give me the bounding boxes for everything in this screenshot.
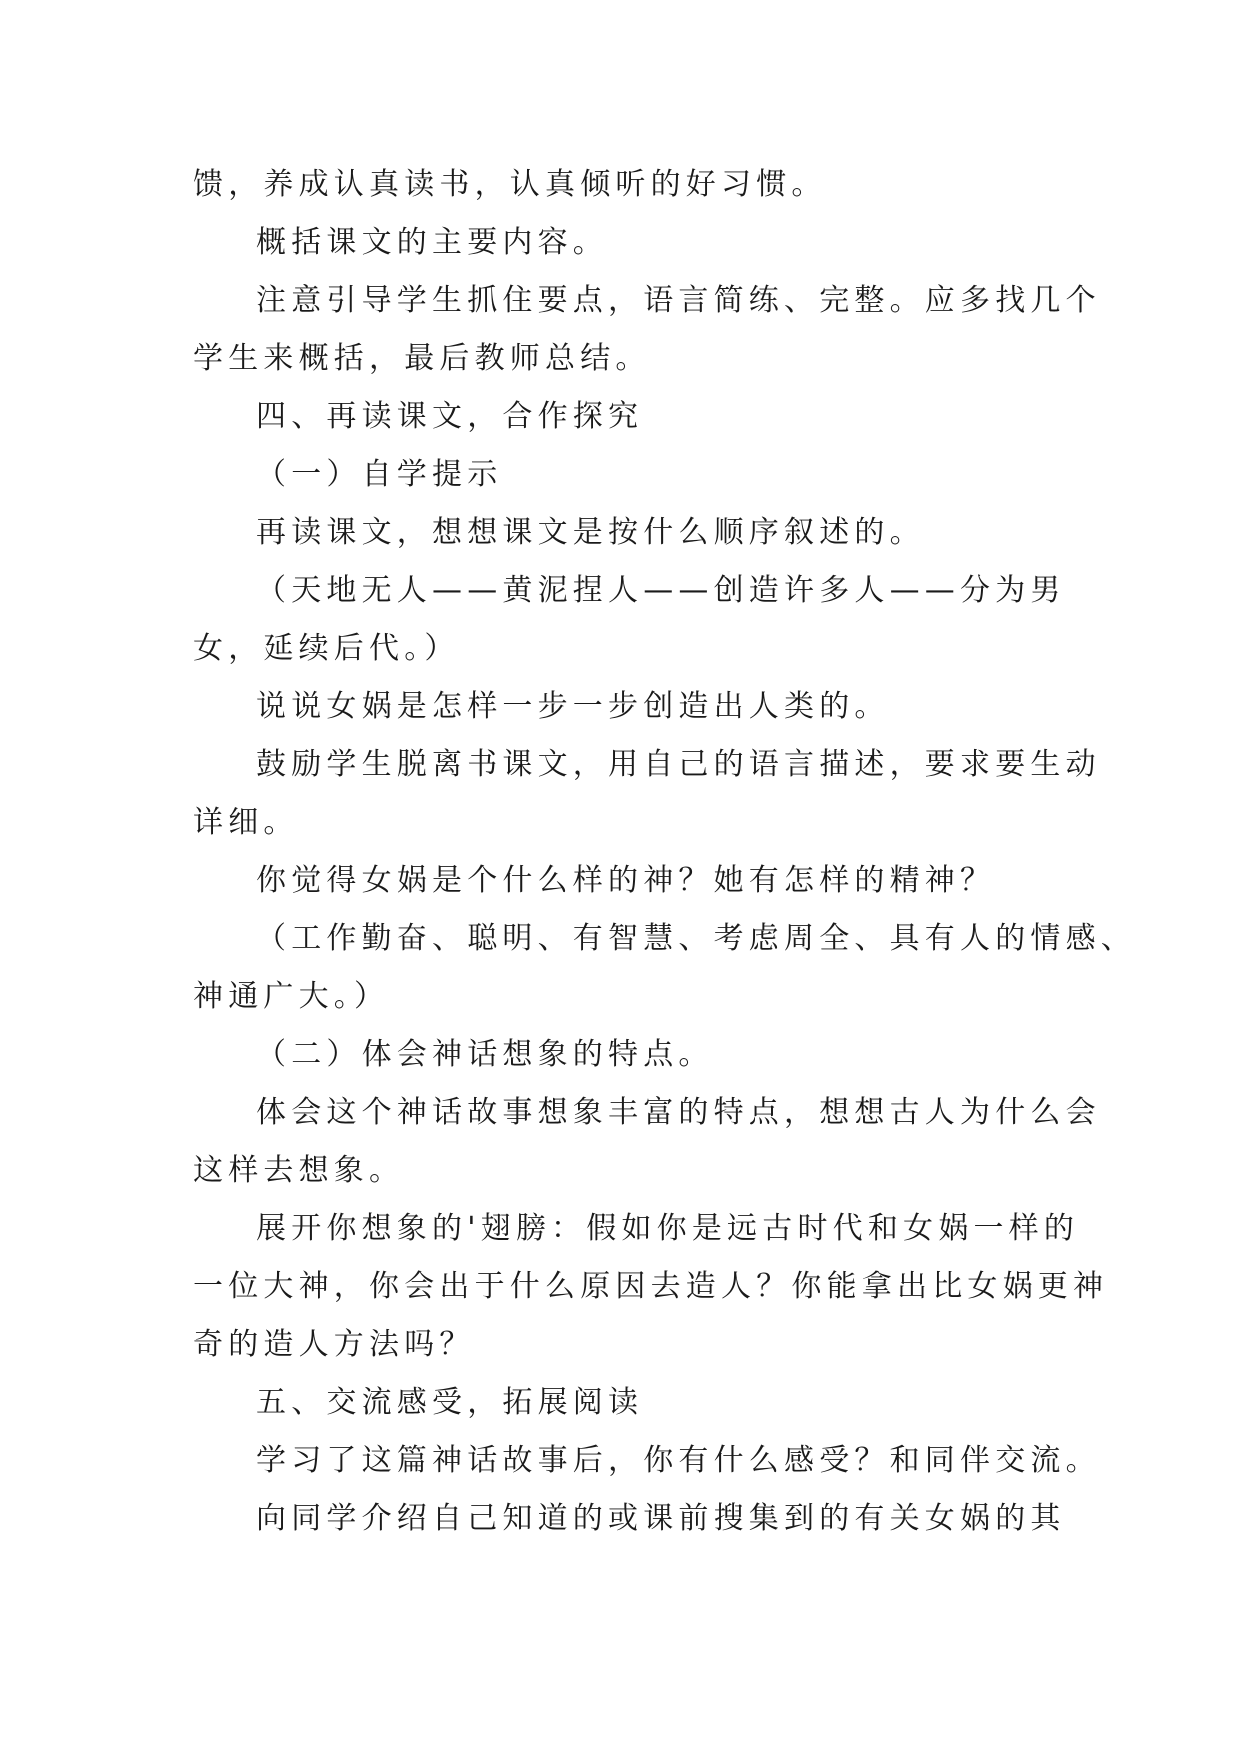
- text-line: 注意引导学生抓住要点，语言简练、完整。应多找几个: [256, 283, 1101, 318]
- text-line: 体会这个神话故事想象丰富的特点，想想古人为什么会: [256, 1095, 1101, 1130]
- text-line: 详细。: [193, 805, 299, 840]
- text-line: 鼓励学生脱离书课文，用自己的语言描述，要求要生动: [256, 747, 1101, 782]
- section-heading: 四、再读课文，合作探究: [256, 399, 644, 434]
- text-line: 再读课文，想想课文是按什么顺序叙述的。: [256, 515, 925, 550]
- text-line: 概括课文的主要内容。: [256, 225, 608, 260]
- text-line: 学生来概括，最后教师总结。: [193, 341, 651, 376]
- text-line: 这样去想象。: [193, 1153, 405, 1188]
- text-line: （天地无人——黄泥捏人——创造许多人——分为男: [256, 573, 1066, 608]
- section-heading: 五、交流感受，拓展阅读: [256, 1385, 644, 1420]
- text-line: 说说女娲是怎样一步一步创造出人类的。: [256, 689, 890, 724]
- subsection-heading: （一）自学提示: [256, 457, 503, 492]
- text-line: 向同学介绍自己知道的或课前搜集到的有关女娲的其: [256, 1501, 1066, 1536]
- text-line: 奇的造人方法吗？: [193, 1327, 475, 1362]
- text-line: 馈，养成认真读书，认真倾听的好习惯。: [193, 167, 827, 202]
- text-line: 学习了这篇神话故事后，你有什么感受？和同伴交流。: [256, 1443, 1101, 1478]
- subsection-heading: （二）体会神话想象的特点。: [256, 1037, 714, 1072]
- text-line: 展开你想象的'翅膀：假如你是远古时代和女娲一样的: [256, 1211, 1080, 1246]
- text-line: 你觉得女娲是个什么样的神？她有怎样的精神？: [256, 863, 996, 898]
- text-line: 神通广大。）: [193, 979, 390, 1014]
- text-line: （工作勤奋、聪明、有智慧、考虑周全、具有人的情感、: [256, 921, 1136, 956]
- text-line: 女，延续后代。）: [193, 631, 460, 666]
- text-line: 一位大神，你会出于什么原因去造人？你能拿出比女娲更神: [193, 1269, 1109, 1304]
